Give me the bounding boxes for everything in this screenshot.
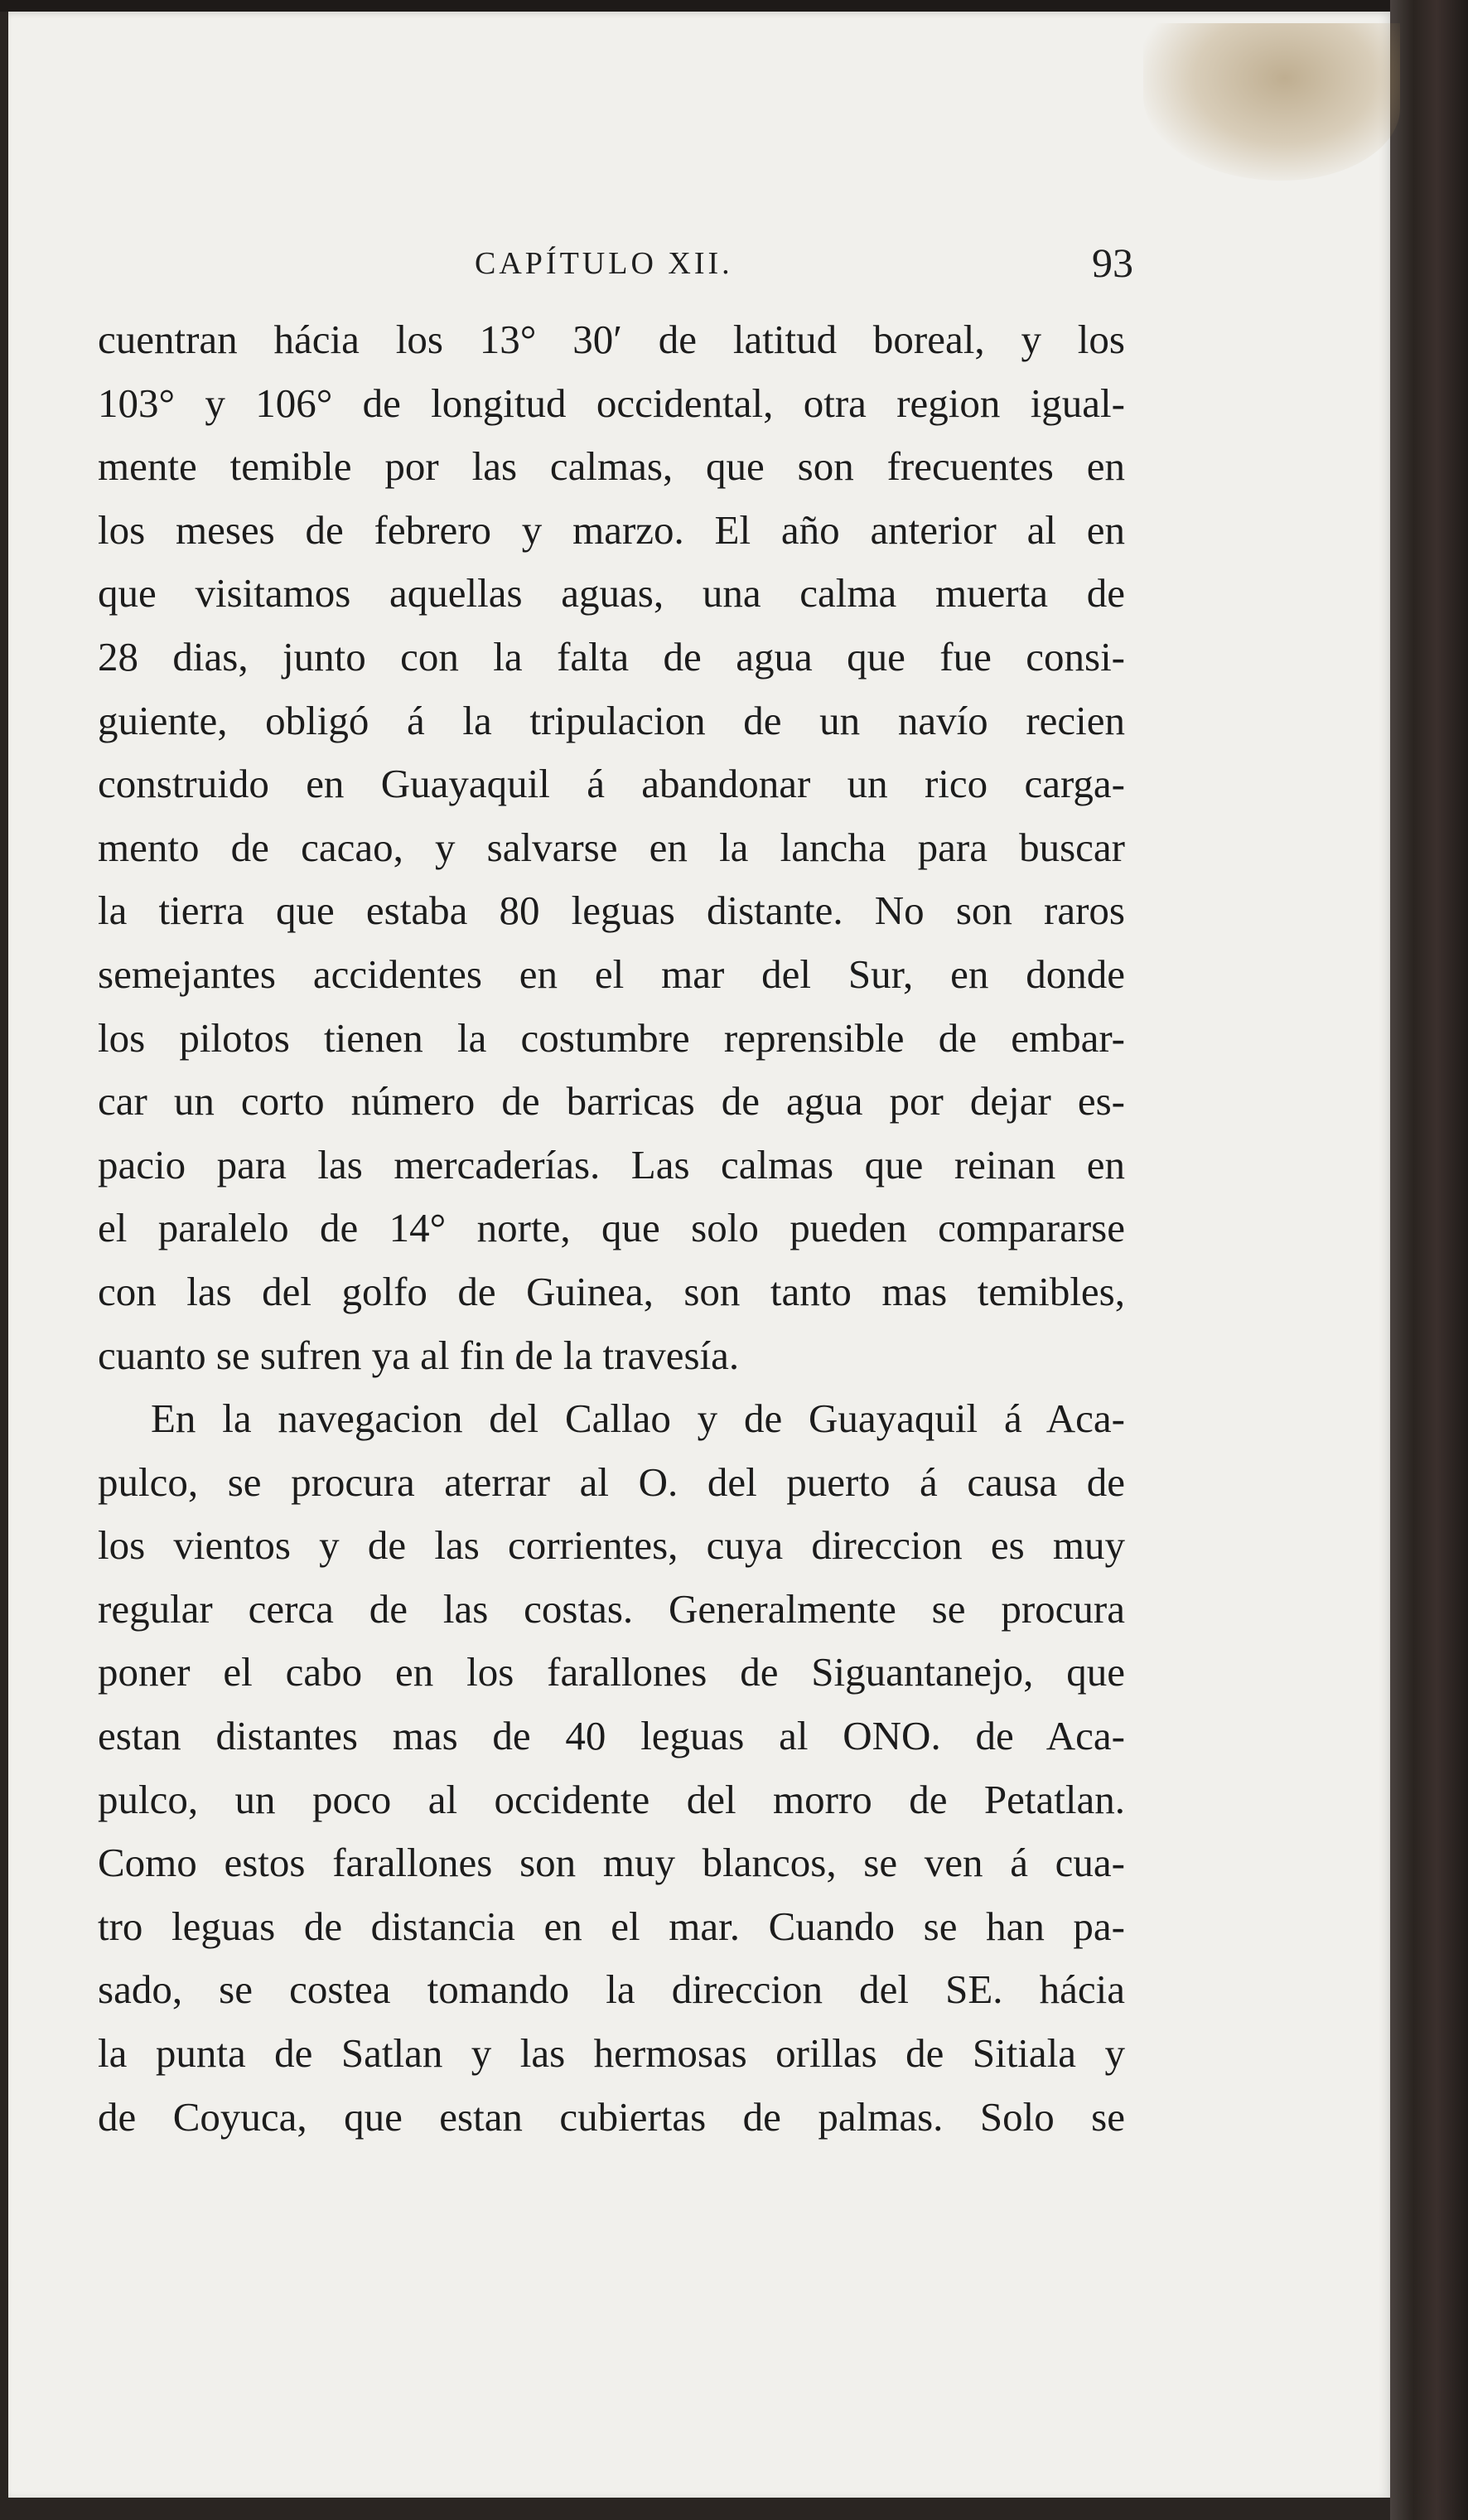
text-line: semejantes accidentes en el mar del Sur, en donde (98, 950, 1125, 997)
page-number: 93 (1092, 239, 1133, 286)
text-line: estan distantes mas de 40 leguas al ONO. de Aca- (98, 1713, 1125, 1759)
text-line: poner el cabo en los farallones de Siguantanejo, que (98, 1649, 1125, 1695)
text-line: construido en Guayaquil á abandonar un rico carga- (98, 761, 1125, 807)
text-line: la punta de Satlan y las hermosas orillas de Sitiala y (98, 2030, 1125, 2077)
text-line: car un corto número de barricas de agua por dejar es- (98, 1078, 1125, 1125)
text-line: sado, se costea tomando la direccion del SE. hácia (98, 1966, 1125, 2013)
text-line: mente temible por las calmas, que son frecuentes en (98, 443, 1125, 490)
text-line: pulco, se procura aterrar al O. del puerto á causa de (98, 1458, 1125, 1505)
chapter-title: CAPÍTULO XII. (475, 246, 733, 281)
text-line: regular cerca de las costas. Generalmente se procura (98, 1585, 1125, 1632)
paragraph-first-line: En la navegacion del Callao y de Guayaquil á Aca- (151, 1395, 1125, 1442)
text-line: Como estos farallones son muy blancos, se ven á cua- (98, 1840, 1125, 1886)
body-text (98, 308, 1125, 2149)
running-header (98, 239, 1133, 290)
text-line: pacio para las mercaderías. Las calmas que reinan en (98, 1141, 1125, 1187)
text-line: tro leguas de distancia en el mar. Cuando se han pa- (98, 1903, 1125, 1949)
text-line: con las del golfo de Guinea, son tanto mas temibles, (98, 1268, 1125, 1314)
text-line: 103° y 106° de longitud occidental, otra region igual- (98, 380, 1125, 426)
text-line: mento de cacao, y salvarse en la lancha para buscar (98, 824, 1125, 870)
text-line: pulco, un poco al occidente del morro de Petatlan. (98, 1776, 1125, 1822)
text-line: 28 dias, junto con la falta de agua que fue consi- (98, 633, 1125, 680)
book-spine-edge (1390, 0, 1468, 2520)
text-line: de Coyuca, que estan cubiertas de palmas. Solo se (98, 2093, 1125, 2140)
text-line: el paralelo de 14° norte, que solo pueden compararse (98, 1205, 1125, 1251)
text-line: los meses de febrero y marzo. El año anterior al en (98, 506, 1125, 553)
text-line: guiente, obligó á la tripulacion de un navío recien (98, 697, 1125, 743)
text-line: la tierra que estaba 80 leguas distante. No son raros (98, 888, 1125, 934)
top-shadow (0, 0, 1468, 12)
water-stain (1143, 23, 1400, 181)
paragraph-last-line: cuanto se sufren ya al fin de la travesía. (98, 1332, 740, 1378)
text-line: los pilotos tienen la costumbre reprensible de embar- (98, 1014, 1125, 1061)
text-line: los vientos y de las corrientes, cuya direccion es muy (98, 1522, 1125, 1569)
text-line: que visitamos aquellas aguas, una calma muerta de (98, 570, 1125, 617)
text-line: cuentran hácia los 13° 30′ de latitud boreal, y los (98, 317, 1125, 362)
